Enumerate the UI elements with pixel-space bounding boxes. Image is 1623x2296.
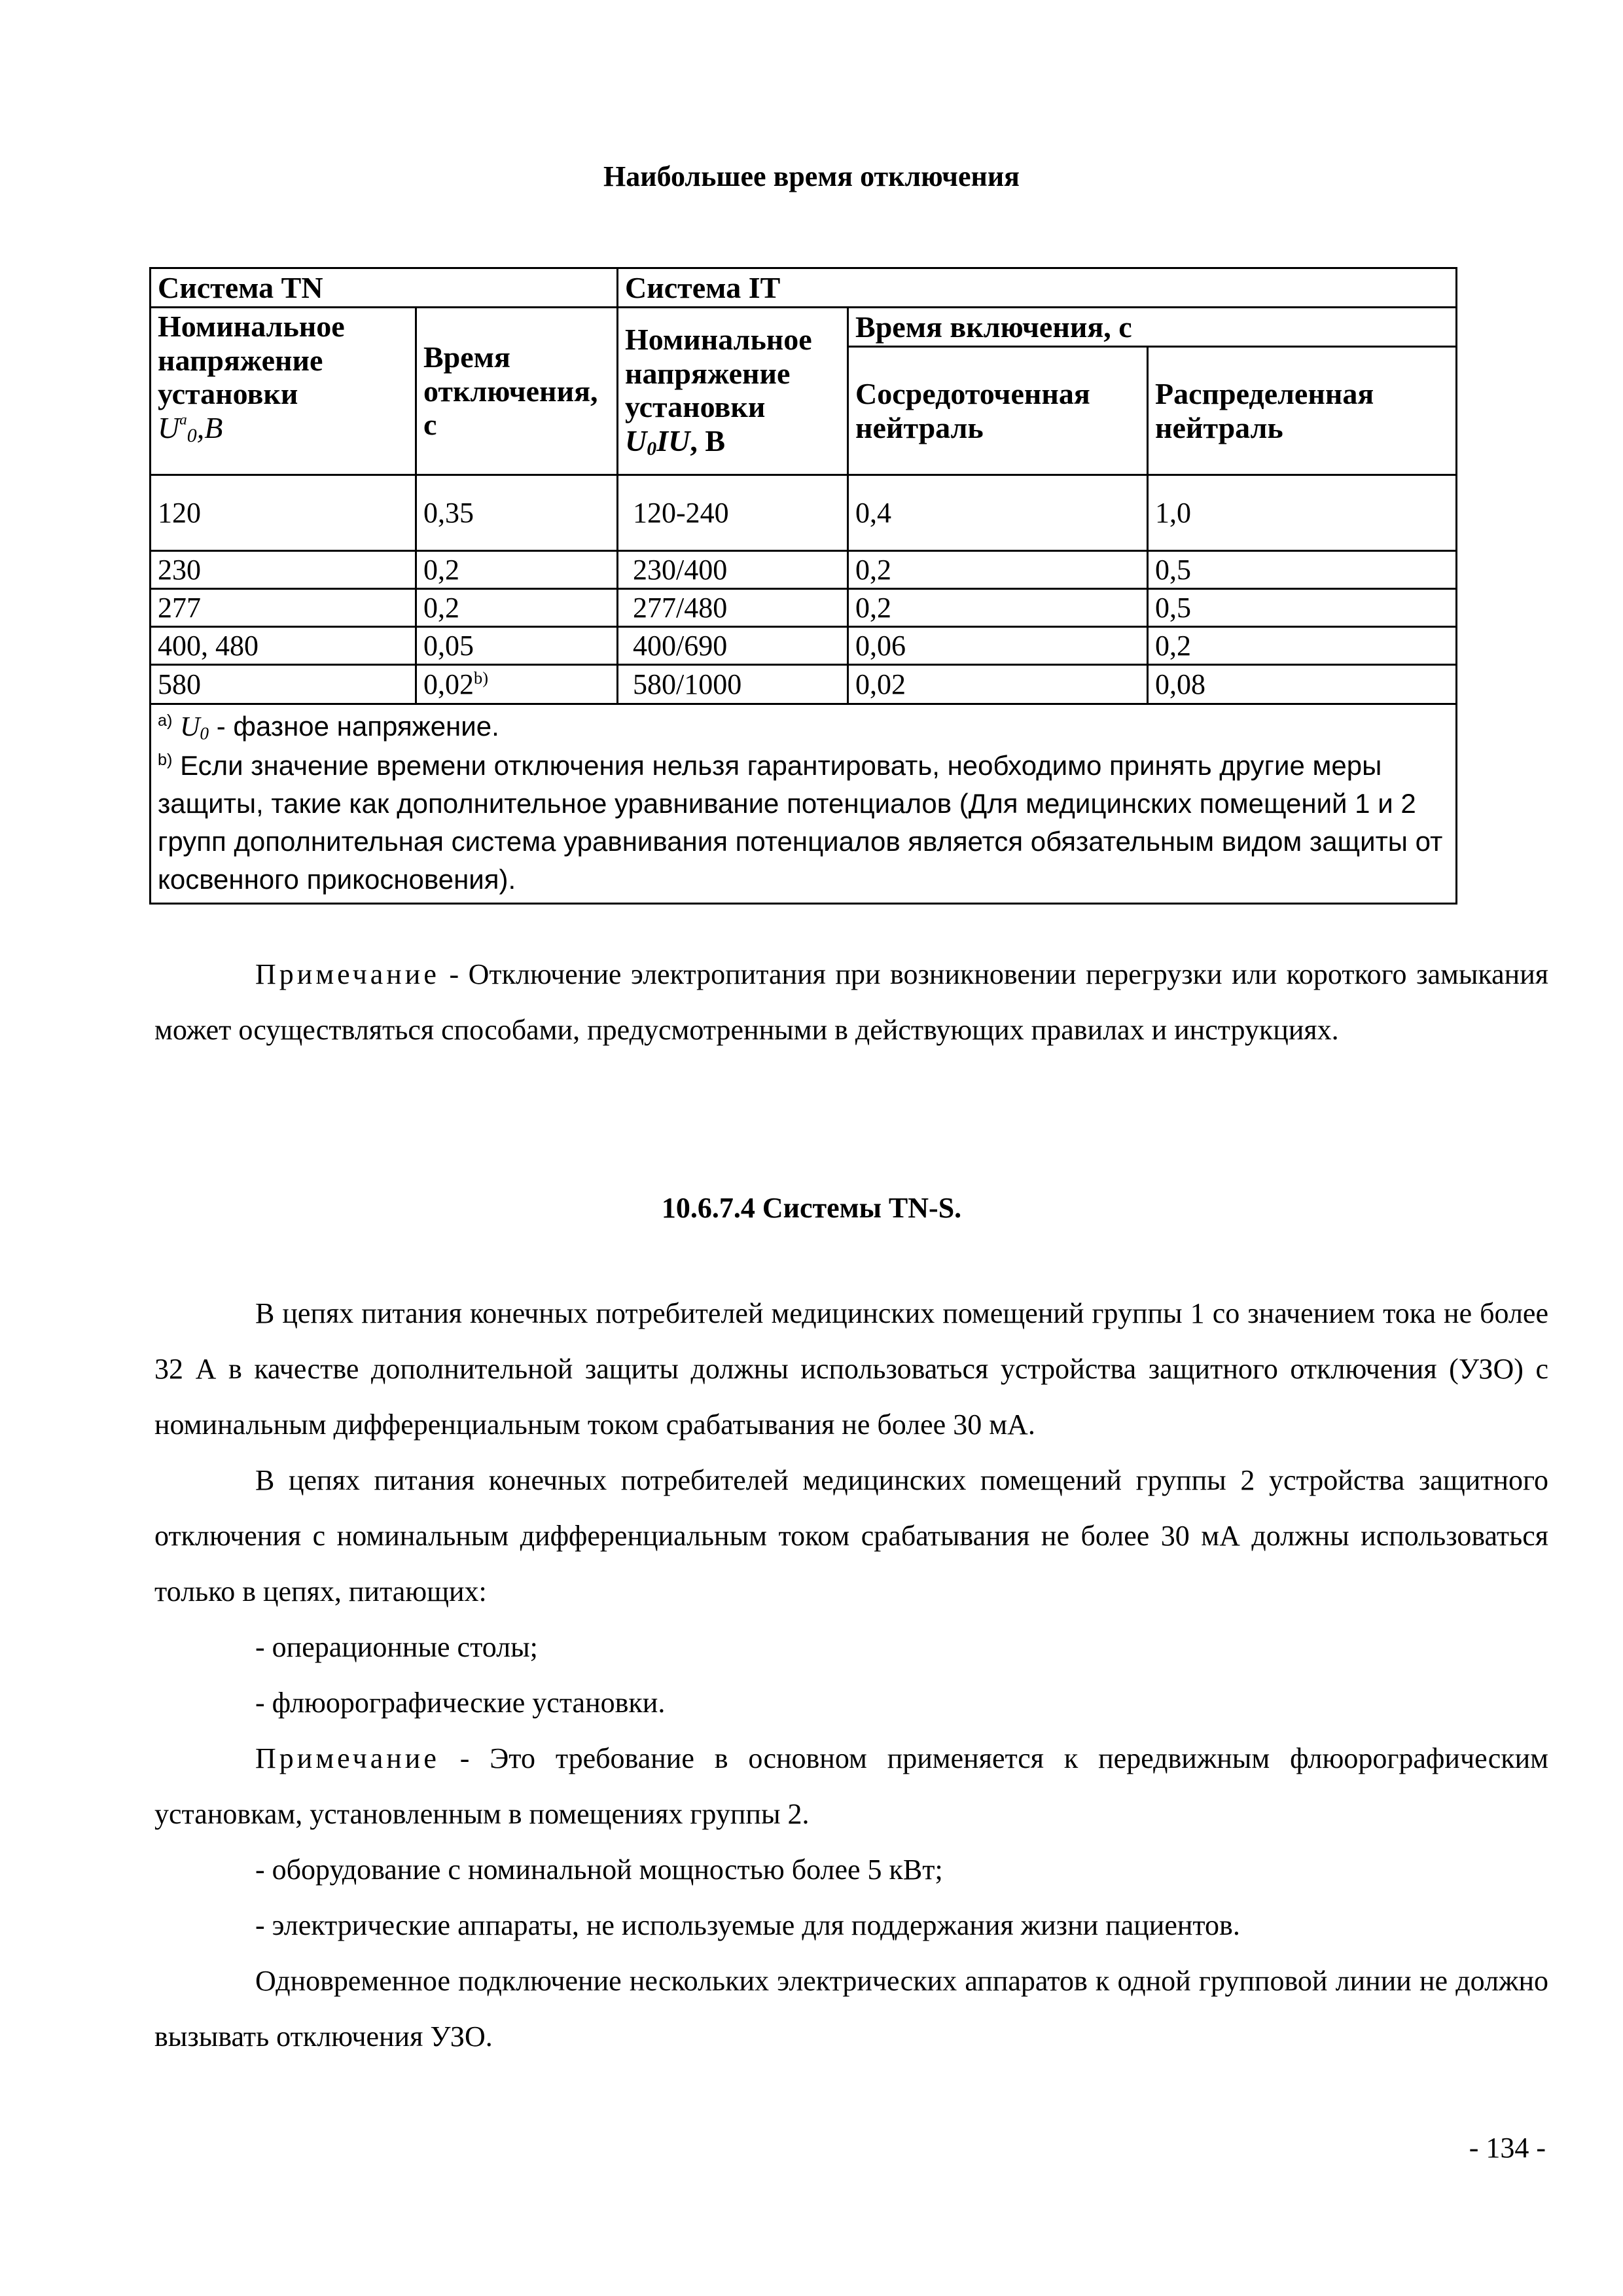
cell-it-voltage: 580/1000 <box>618 665 848 704</box>
note-1-text: - Отключение электропитания при возникновении перегрузки или короткого замыкания может осуществляться способами, предусмотренными в действующих правилах и инструкциях. <box>154 958 1548 1046</box>
cell-tn-time: 0,02$^{b)}$ <box>416 665 618 704</box>
paragraph-2: В цепях питания конечных потребителей медицинских помещений группы 2 устройства защитного отключения с номинальным дифференциальным током срабатывания не более 30 мА должны использоваться только в цепях, питающих: <box>154 1464 1548 1607</box>
list-item: - операционные столы; <box>255 1631 538 1663</box>
group-header-it: Система IT <box>618 268 1457 308</box>
footnote-b-ref: b) <box>474 668 488 688</box>
cell-it-voltage: 400/690 <box>618 627 848 665</box>
cell-it-voltage: 230/400 <box>618 551 848 589</box>
table-footnotes <box>151 704 1457 904</box>
cell-it-concentrated: 0,06 <box>848 627 1148 665</box>
note-2 <box>154 1731 1548 1842</box>
section-body <box>154 1285 1548 2064</box>
cell-it-distributed: 0,5 <box>1148 589 1457 627</box>
header-it-time: Время включения, с <box>848 308 1457 347</box>
table-row <box>151 589 1457 627</box>
list-item: - оборудование с номинальной мощностью более 5 кВт; <box>255 1854 943 1886</box>
header-tn-voltage-label: Номинальное напряжение установки <box>158 310 345 411</box>
header-it-voltage-label: Номинальное напряжение установки <box>625 323 812 424</box>
header-concentrated-neutral: Сосредоточенная нейтраль <box>848 347 1148 475</box>
note-1 <box>154 946 1548 1058</box>
header-tn-voltage <box>151 308 416 475</box>
cell-tn-time: 0,35 <box>416 475 618 551</box>
cell-it-voltage: 277/480 <box>618 589 848 627</box>
cell-tn-time: 0,05 <box>416 627 618 665</box>
note-2-label: Примечание <box>255 1742 440 1774</box>
cell-it-voltage: 120-240 <box>618 475 848 551</box>
disconnection-time-table <box>149 267 1457 905</box>
table-row <box>151 475 1457 551</box>
cell-it-concentrated: 0,02 <box>848 665 1148 704</box>
group-header-tn: Система TN <box>151 268 618 308</box>
page-number: - 134 - <box>1469 2132 1546 2164</box>
cell-tn-voltage: 400, 480 <box>151 627 416 665</box>
cell-tn-time: 0,2 <box>416 551 618 589</box>
cell-tn-voltage: 580 <box>151 665 416 704</box>
note-2-text: - Это требование в основном применяется к передвижным флюорографическим установкам, установленным в помещениях группы 2. <box>154 1742 1548 1830</box>
footnote-b: $^{b)}$ Если значение времени отключения нельзя гарантировать, необходимо принять другие меры защиты, такие как дополнительное уравнивание потенциалов (Для медицинских помещений 1 и 2 групп дополнительная система уравнивания потенциалов является обязательным видом защиты от косвенного прикосновения). <box>158 749 1443 895</box>
table-title: Наибольшее время отключения <box>603 160 1020 192</box>
table-row <box>151 551 1457 589</box>
cell-tn-voltage: 230 <box>151 551 416 589</box>
cell-it-distributed: 1,0 <box>1148 475 1457 551</box>
cell-it-distributed: 0,5 <box>1148 551 1457 589</box>
cell-it-concentrated: 0,2 <box>848 589 1148 627</box>
header-distributed-neutral: Распределенная нейтраль <box>1148 347 1457 475</box>
cell-tn-voltage: 277 <box>151 589 416 627</box>
cell-it-distributed: 0,2 <box>1148 627 1457 665</box>
cell-tn-voltage: 120 <box>151 475 416 551</box>
footnote-a: $^{a)}$ U0 - фазное напряжение. <box>158 711 499 744</box>
header-it-voltage: Номинальное напряжение установки $U_0IU$, В <box>618 308 848 475</box>
table-row <box>151 627 1457 665</box>
cell-it-concentrated: 0,2 <box>848 551 1148 589</box>
header-tn-time: Время отключения, с <box>416 308 618 475</box>
section-heading: 10.6.7.4 Системы TN-S. <box>661 1192 962 1224</box>
symbol-u0-iu: $U_0IU$ <box>625 423 690 459</box>
list-item: - флюорографические установки. <box>255 1687 666 1719</box>
paragraph-3: Одновременное подключение нескольких электрических аппаратов к одной групповой линии не должно вызывать отключения УЗО. <box>154 1965 1548 2053</box>
table-row <box>151 665 1457 704</box>
paragraph-1: В цепях питания конечных потребителей медицинских помещений группы 1 со значением тока не более 32 А в качестве дополнительной защиты должны использоваться устройства защитного отключения (УЗО) с номинальным дифференциальным током срабатывания не более 30 мА. <box>154 1297 1548 1441</box>
cell-it-concentrated: 0,4 <box>848 475 1148 551</box>
cell-it-distributed: 0,08 <box>1148 665 1457 704</box>
cell-tn-time: 0,2 <box>416 589 618 627</box>
symbol-u0: $U^a_0,В$ <box>158 410 223 446</box>
note-1-label: Примечание <box>255 958 440 990</box>
list-item: - электрические аппараты, не используемые для поддержания жизни пациентов. <box>255 1909 1240 1941</box>
